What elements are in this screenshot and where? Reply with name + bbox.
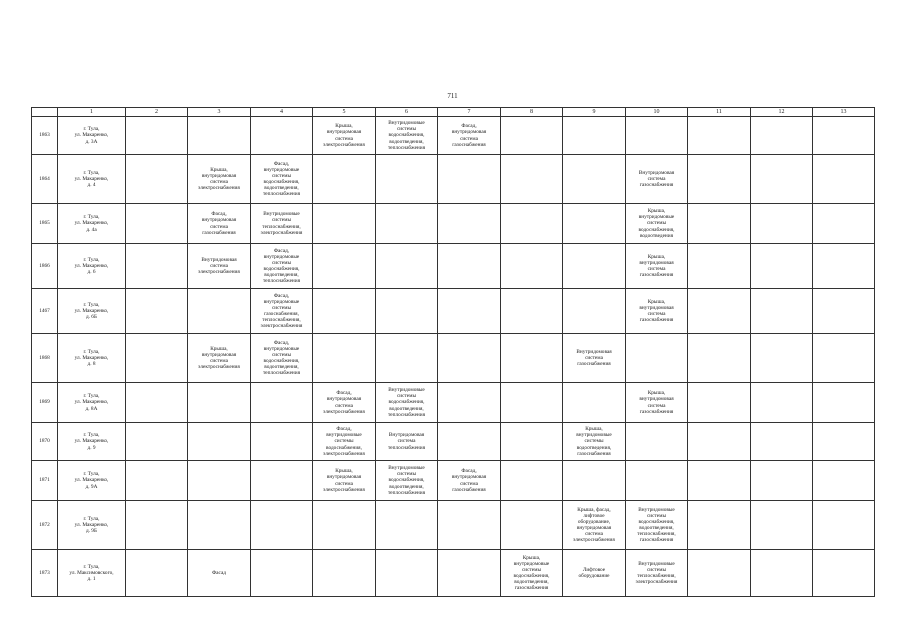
empty-cell (813, 204, 875, 244)
work-type-cell: Фасад, внутридомовая система электроснабжения (313, 383, 376, 423)
table-row (32, 204, 875, 244)
work-type-cell (251, 550, 313, 597)
work-type-cell (376, 550, 438, 597)
empty-cell (688, 423, 751, 461)
empty-cell (126, 423, 188, 461)
work-type-cell (376, 501, 438, 550)
work-type-cell: Крыша, внутридомовая система газоснабжения (626, 244, 688, 289)
work-type-cell (188, 117, 251, 155)
work-type-cell (563, 204, 626, 244)
work-type-cell: Крыша, внутридомовая система газоснабжения (626, 289, 688, 334)
table-row (32, 244, 875, 289)
empty-cell (126, 461, 188, 501)
header-cell: 2 (126, 108, 188, 117)
work-type-cell (376, 155, 438, 204)
work-type-cell (251, 383, 313, 423)
empty-cell (751, 204, 813, 244)
work-type-cell (188, 423, 251, 461)
work-type-cell: Фасад (188, 550, 251, 597)
address-cell: г. Тула, ул. Макаренко, д. 8А (58, 383, 126, 423)
work-type-cell: Фасад, внутридомовая система газоснабжения (438, 461, 501, 501)
work-type-cell (313, 289, 376, 334)
empty-cell (751, 383, 813, 423)
row-number-cell: 1863 (32, 117, 58, 155)
address-cell: г. Тула, ул. Макаренко, д. 4а (58, 204, 126, 244)
work-type-cell (438, 289, 501, 334)
work-type-cell: Внутридомовые системы водоснабжения, водоотведения, теплоснабжения (376, 117, 438, 155)
address-cell: г. Тула, ул. Макаренко, д. 6Б (58, 289, 126, 334)
header-cell: 13 (813, 108, 875, 117)
work-type-cell: Крыша, внутридомовая система электроснабжения (188, 155, 251, 204)
work-type-cell (501, 423, 563, 461)
empty-cell (751, 244, 813, 289)
header-cell: 7 (438, 108, 501, 117)
table-row (32, 461, 875, 501)
work-type-cell: Фасад, внутридомовая система газоснабжения (188, 204, 251, 244)
header-cell: 5 (313, 108, 376, 117)
work-type-cell (501, 461, 563, 501)
empty-cell (751, 155, 813, 204)
empty-cell (126, 204, 188, 244)
work-type-cell (626, 117, 688, 155)
work-type-cell: Лифтовое оборудование (563, 550, 626, 597)
empty-cell (813, 461, 875, 501)
work-type-cell: Крыша, внутридомовая система электроснабжения (188, 334, 251, 383)
repair-schedule-table (31, 107, 875, 597)
work-type-cell (313, 501, 376, 550)
empty-cell (126, 244, 188, 289)
work-type-cell: Внутридомовые системы водоснабжения, водоотведения, теплоснабжения (376, 461, 438, 501)
header-cell: 12 (751, 108, 813, 117)
address-cell: г. Тула, ул. Макаренко, д. 6 (58, 244, 126, 289)
work-type-cell (501, 501, 563, 550)
work-type-cell (188, 289, 251, 334)
row-number-cell: 1872 (32, 501, 58, 550)
empty-cell (688, 383, 751, 423)
work-type-cell: Крыша, внутридомовые системы водоотведения, газоснабжения (563, 423, 626, 461)
row-number-cell: 1467 (32, 289, 58, 334)
header-cell: 9 (563, 108, 626, 117)
empty-cell (126, 334, 188, 383)
row-number-cell: 1866 (32, 244, 58, 289)
empty-cell (813, 334, 875, 383)
header-cell: 3 (188, 108, 251, 117)
work-type-cell (501, 289, 563, 334)
work-type-cell: Крыша, внутридомовая система электроснабжения (313, 461, 376, 501)
empty-cell (126, 117, 188, 155)
header-cell: 10 (626, 108, 688, 117)
work-type-cell (438, 244, 501, 289)
empty-cell (688, 204, 751, 244)
address-cell: г. Тула, ул. Макаренко, д. 8 (58, 334, 126, 383)
header-cell: 6 (376, 108, 438, 117)
table-row (32, 501, 875, 550)
work-type-cell (376, 204, 438, 244)
row-number-cell: 1873 (32, 550, 58, 597)
work-type-cell: Крыша, внутридомовая система газоснабжения (626, 383, 688, 423)
row-number-cell: 1864 (32, 155, 58, 204)
work-type-cell (438, 155, 501, 204)
work-type-cell: Крыша, внутридомовые системы водоснабжения, водоотведения (626, 204, 688, 244)
work-type-cell (376, 244, 438, 289)
empty-cell (751, 423, 813, 461)
work-type-cell (438, 383, 501, 423)
table-row (32, 289, 875, 334)
empty-cell (688, 155, 751, 204)
header-cell-num (32, 108, 58, 117)
work-type-cell (188, 461, 251, 501)
empty-cell (126, 289, 188, 334)
row-number-cell: 1865 (32, 204, 58, 244)
work-type-cell: Крыша, фасад, лифтовое оборудование, внутридомовая система электроснабжения (563, 501, 626, 550)
row-number-cell: 1870 (32, 423, 58, 461)
work-type-cell: Фасад, внутридомовые системы водоснабжения, водоотведения, теплоснабжения (251, 155, 313, 204)
work-type-cell: Внутридомовая система газоснабжения (626, 155, 688, 204)
work-type-cell (438, 550, 501, 597)
header-cell: 1 (58, 108, 126, 117)
empty-cell (813, 550, 875, 597)
page-number: 711 (447, 92, 458, 100)
work-type-cell (501, 204, 563, 244)
work-type-cell: Крыша, внутридомовая система электроснабжения (313, 117, 376, 155)
work-type-cell: Крыша, внутридомовые системы водоснабжения, водоотведения, газоснабжения (501, 550, 563, 597)
empty-cell (751, 334, 813, 383)
address-cell: г. Тула, ул. Максимовского, д. 1 (58, 550, 126, 597)
empty-cell (813, 117, 875, 155)
work-type-cell (501, 117, 563, 155)
table-row (32, 423, 875, 461)
work-type-cell (563, 461, 626, 501)
work-type-cell (438, 334, 501, 383)
empty-cell (751, 117, 813, 155)
work-type-cell (563, 155, 626, 204)
work-type-cell (563, 117, 626, 155)
work-type-cell (251, 423, 313, 461)
header-row (32, 108, 875, 117)
empty-cell (688, 117, 751, 155)
work-type-cell (563, 244, 626, 289)
work-type-cell: Внутридомовая система теплоснабжения (376, 423, 438, 461)
work-type-cell (313, 155, 376, 204)
empty-cell (813, 244, 875, 289)
work-type-cell (251, 117, 313, 155)
work-type-cell (313, 244, 376, 289)
work-type-cell: Фасад, внутридомовые системы водоснабжения, водоотведения, теплоснабжения (251, 244, 313, 289)
header-cell: 4 (251, 108, 313, 117)
empty-cell (126, 501, 188, 550)
address-cell: г. Тула, ул. Макаренко, д. 4 (58, 155, 126, 204)
empty-cell (751, 461, 813, 501)
work-type-cell (376, 334, 438, 383)
empty-cell (126, 550, 188, 597)
row-number-cell: 1868 (32, 334, 58, 383)
empty-cell (126, 155, 188, 204)
work-type-cell: Внутридомовые системы теплоснабжения, электроснабжения (626, 550, 688, 597)
table-row (32, 550, 875, 597)
table-row (32, 334, 875, 383)
work-type-cell (188, 501, 251, 550)
table-row (32, 383, 875, 423)
header-cell: 8 (501, 108, 563, 117)
empty-cell (688, 289, 751, 334)
work-type-cell: Внутридомовая система газоснабжения (563, 334, 626, 383)
empty-cell (688, 334, 751, 383)
empty-cell (813, 289, 875, 334)
work-type-cell (438, 204, 501, 244)
empty-cell (813, 155, 875, 204)
row-number-cell: 1871 (32, 461, 58, 501)
empty-cell (688, 244, 751, 289)
work-type-cell (626, 461, 688, 501)
work-type-cell (438, 501, 501, 550)
table-row (32, 117, 875, 155)
address-cell: г. Тула, ул. Макаренко, д. 3А (58, 117, 126, 155)
work-type-cell (251, 501, 313, 550)
table-row (32, 155, 875, 204)
work-type-cell (251, 461, 313, 501)
work-type-cell (313, 204, 376, 244)
work-type-cell: Фасад, внутридомовая система газоснабжения (438, 117, 501, 155)
empty-cell (751, 289, 813, 334)
work-type-cell (313, 550, 376, 597)
empty-cell (813, 423, 875, 461)
work-type-cell (563, 383, 626, 423)
work-type-cell (438, 423, 501, 461)
address-cell: г. Тула, ул. Макаренко, д. 9Б (58, 501, 126, 550)
work-type-cell (501, 383, 563, 423)
work-type-cell (376, 289, 438, 334)
work-type-cell: Внутридомовые системы теплоснабжения, электроснабжения (251, 204, 313, 244)
work-type-cell (563, 289, 626, 334)
work-type-cell (313, 334, 376, 383)
work-type-cell: Внутридомовые системы водоснабжения, водоотведения, теплоснабжения (376, 383, 438, 423)
work-type-cell: Фасад, внутридомовые системы газоснабжения, теплоснабжения, электроснабжения (251, 289, 313, 334)
empty-cell (688, 501, 751, 550)
work-type-cell (501, 334, 563, 383)
work-type-cell: Фасад, внутридомовые системы водоснабжения, водоотведения, теплоснабжения (251, 334, 313, 383)
work-type-cell: Фасад, внутридомовые системы водоснабжения, электроснабжения (313, 423, 376, 461)
empty-cell (126, 383, 188, 423)
empty-cell (813, 501, 875, 550)
empty-cell (813, 383, 875, 423)
work-type-cell (626, 334, 688, 383)
work-type-cell (501, 155, 563, 204)
work-type-cell (188, 383, 251, 423)
empty-cell (688, 550, 751, 597)
header-cell: 11 (688, 108, 751, 117)
address-cell: г. Тула, ул. Макаренко, д. 9 (58, 423, 126, 461)
address-cell: г. Тула, ул. Макаренко, д. 9А (58, 461, 126, 501)
row-number-cell: 1869 (32, 383, 58, 423)
work-type-cell: Внутридомовые системы водоснабжения, водоотведения, теплоснабжения, газоснабжения (626, 501, 688, 550)
empty-cell (751, 550, 813, 597)
empty-cell (688, 461, 751, 501)
empty-cell (751, 501, 813, 550)
work-type-cell (626, 423, 688, 461)
work-type-cell (501, 244, 563, 289)
work-type-cell: Внутридомовая система электроснабжения (188, 244, 251, 289)
